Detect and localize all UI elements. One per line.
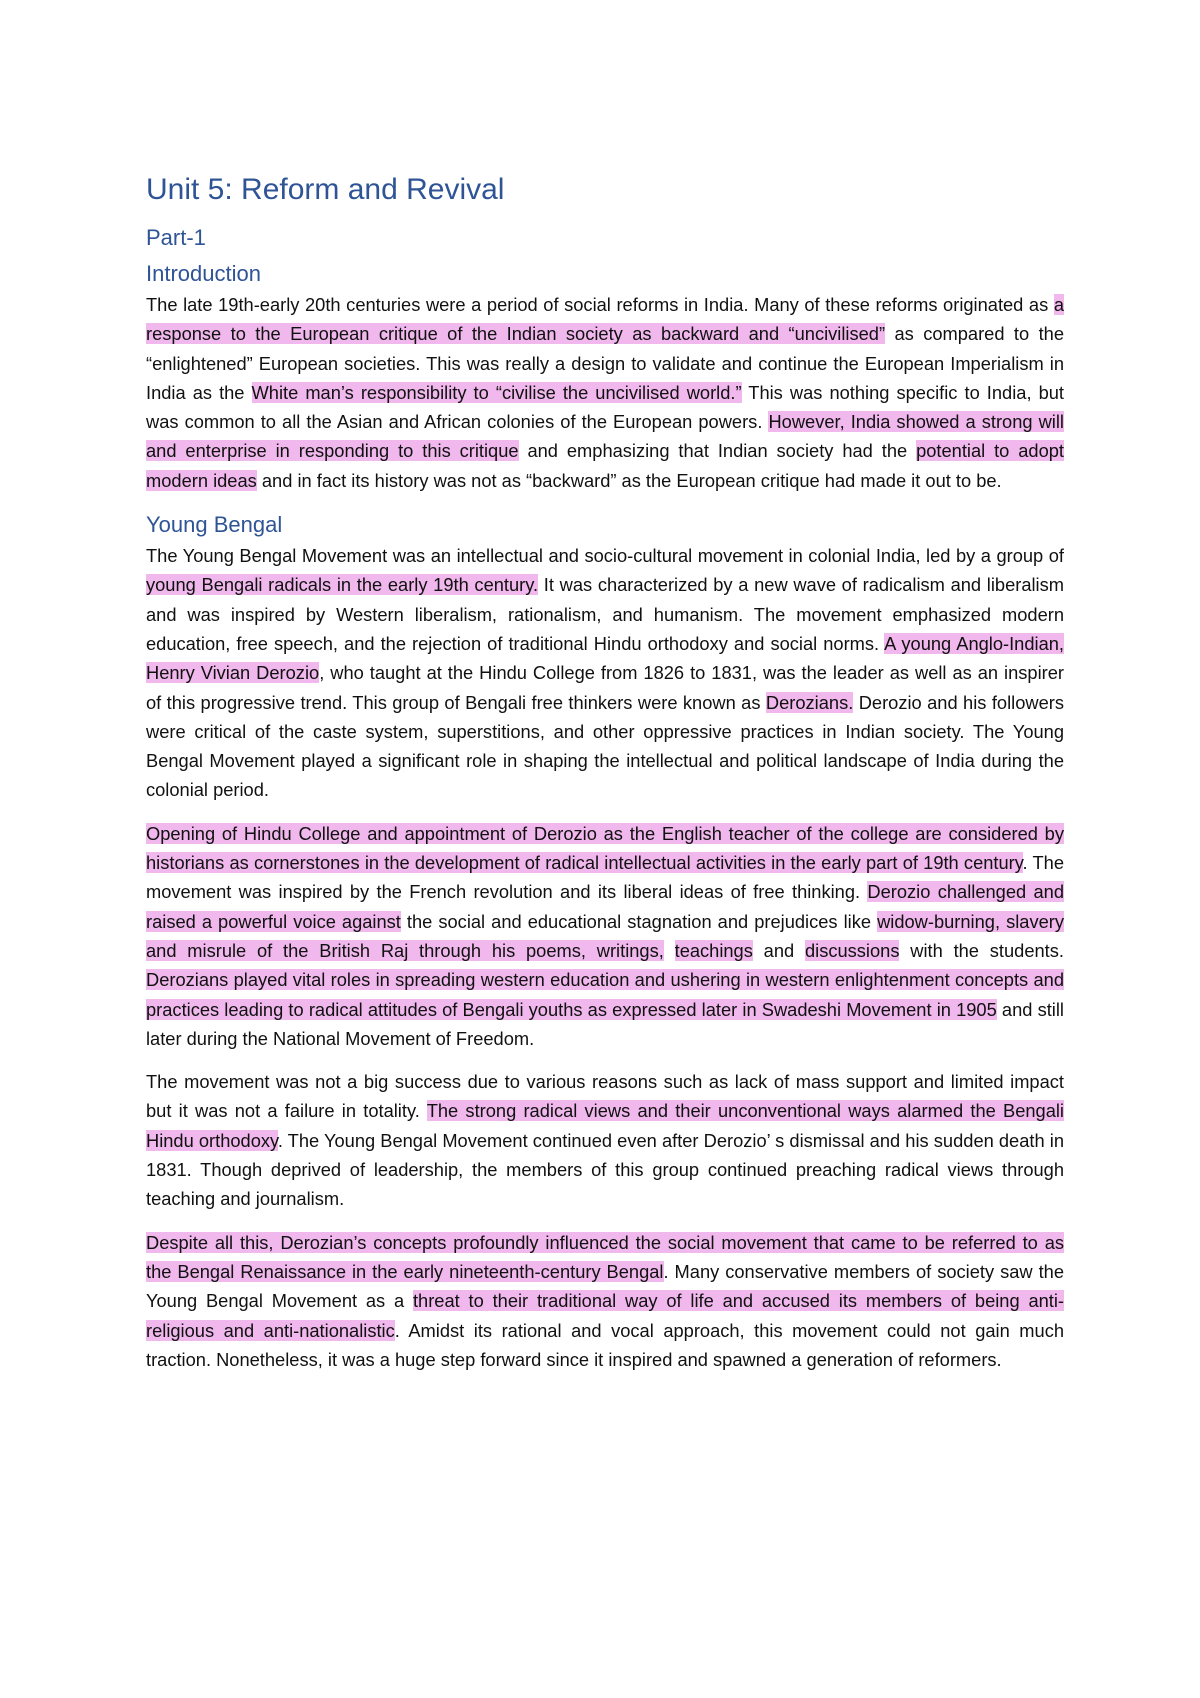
highlighted-text: Derozians.	[765, 691, 854, 713]
young-bengal-paragraph-2	[146, 819, 1064, 1053]
text-run: and in fact its history was not as “backward” as the European critique had made it out to be.	[256, 469, 1002, 491]
text-run	[664, 940, 675, 961]
young-bengal-paragraph-3	[146, 1067, 1064, 1213]
text-run: . The Young Bengal Movement continued even after Derozio’ s dismissal and his sudden death in 1831. Though deprived of leadership, the members of this group continued preaching radical views through teaching and journalism.	[146, 1129, 1064, 1210]
text-run: The movement was not a big success due to various reasons such as lack of mass support and limited impact but it was not a failure in totality.	[146, 1071, 1064, 1122]
text-run: with the students.	[899, 939, 1064, 961]
highlighted-text: Opening of Hindu College and appointment of Derozio as the English teacher of the college are considered by historians as cornerstones in the development of radical intellectual activities in the early part of 19th century	[146, 822, 1064, 874]
young-bengal-heading: Young Bengal	[146, 512, 283, 538]
introduction-paragraph	[146, 290, 1064, 495]
text-run: and emphasizing that Indian society had the	[518, 440, 917, 462]
text-run: the social and educational stagnation and prejudices like	[400, 910, 878, 932]
highlighted-text: young Bengali radicals in the early 19th century.	[146, 574, 539, 596]
text-run: and	[752, 939, 805, 961]
text-run: . Many conservative members of society saw the Young Bengal Movement as a	[146, 1260, 1065, 1312]
text-run: . The movement was inspired by the French revolution and its liberal ideas of free thinking.	[146, 852, 1064, 903]
part-heading: Part-1	[146, 225, 206, 250]
document-page	[146, 170, 1064, 1388]
page-title: Unit 5: Reform and Revival	[146, 173, 505, 206]
highlighted-text: Derozio challenged and raised a powerful voice against	[146, 881, 1065, 932]
text-run: The late 19th-early 20th centuries were a period of social reforms in India. Many of these reforms originated as	[146, 294, 1054, 315]
text-run: It was characterized by a new wave of radicalism and liberalism and was inspired by Western liberalism, rationalism, and humanism. The movement emphasized modern education, free speech, and the rejection of traditional Hindu orthodoxy and social norms.	[146, 574, 1064, 654]
text-run: and still later during the National Movement of Freedom.	[146, 998, 1064, 1049]
highlighted-text: The strong radical views and their unconventional ways alarmed the Bengali Hindu orthodoxy	[146, 1100, 1064, 1151]
highlighted-text: A young Anglo-Indian, Henry Vivian Derozio	[146, 632, 1064, 684]
highlighted-text: widow-burning, slavery and misrule of the British Raj through his poems, writings,	[146, 910, 1064, 961]
highlighted-text: a response to the European critique of the Indian society as backward and “uncivilised”	[146, 294, 1064, 345]
highlighted-text: teachings	[674, 939, 753, 961]
highlighted-text: Derozians played vital roles in spreading western education and ushering in western enlightenment concepts and practices leading to radical attitudes of Bengali youths as expressed later in Swadeshi Movement in 1905	[146, 969, 1064, 1020]
highlighted-text: discussions	[804, 939, 900, 961]
young-bengal-paragraph-4	[146, 1228, 1064, 1374]
highlighted-text: However, India showed a strong will and enterprise in responding to this critique	[146, 411, 1064, 462]
introduction-heading: Introduction	[146, 261, 261, 286]
text-run: This was nothing specific to India, but was common to all the Asian and African colonies of the European powers.	[146, 381, 1064, 433]
young-bengal-paragraph-1	[146, 541, 1064, 805]
highlighted-text: White man’s responsibility to “civilise the uncivilised world.”	[251, 381, 742, 403]
text-run: as compared to the “enlightened” European societies. This was really a design to validate and continue the European Imperialism in India as the	[146, 323, 1065, 403]
highlighted-text: threat to their traditional way of life and accused its members of being anti-religious and anti-nationalistic	[146, 1290, 1065, 1341]
text-run: The Young Bengal Movement was an intellectual and socio-cultural movement in colonial India, led by a group of	[146, 545, 1064, 567]
highlighted-text: potential to adopt modern ideas	[146, 440, 1065, 491]
highlighted-text: Despite all this, Derozian’s concepts profoundly influenced the social movement that came to be referred to as the Bengal Renaissance in the early nineteenth-century Bengal	[146, 1231, 1064, 1282]
text-run: Derozio and his followers were critical of the caste system, superstitions, and other oppressive practices in Indian society. The Young Bengal Movement played a significant role in shaping the intellectual and political landscape of India during the colonial period.	[146, 691, 1064, 801]
text-run: , who taught at the Hindu College from 1826 to 1831, was the leader as well as an inspirer of this progressive trend. This group of Bengali free thinkers were known as	[146, 662, 1064, 713]
text-run: . Amidst its rational and vocal approach, this movement could not gain much traction. Nonetheless, it was a huge step forward since it inspired and spawned a generation of reformers.	[146, 1319, 1065, 1370]
